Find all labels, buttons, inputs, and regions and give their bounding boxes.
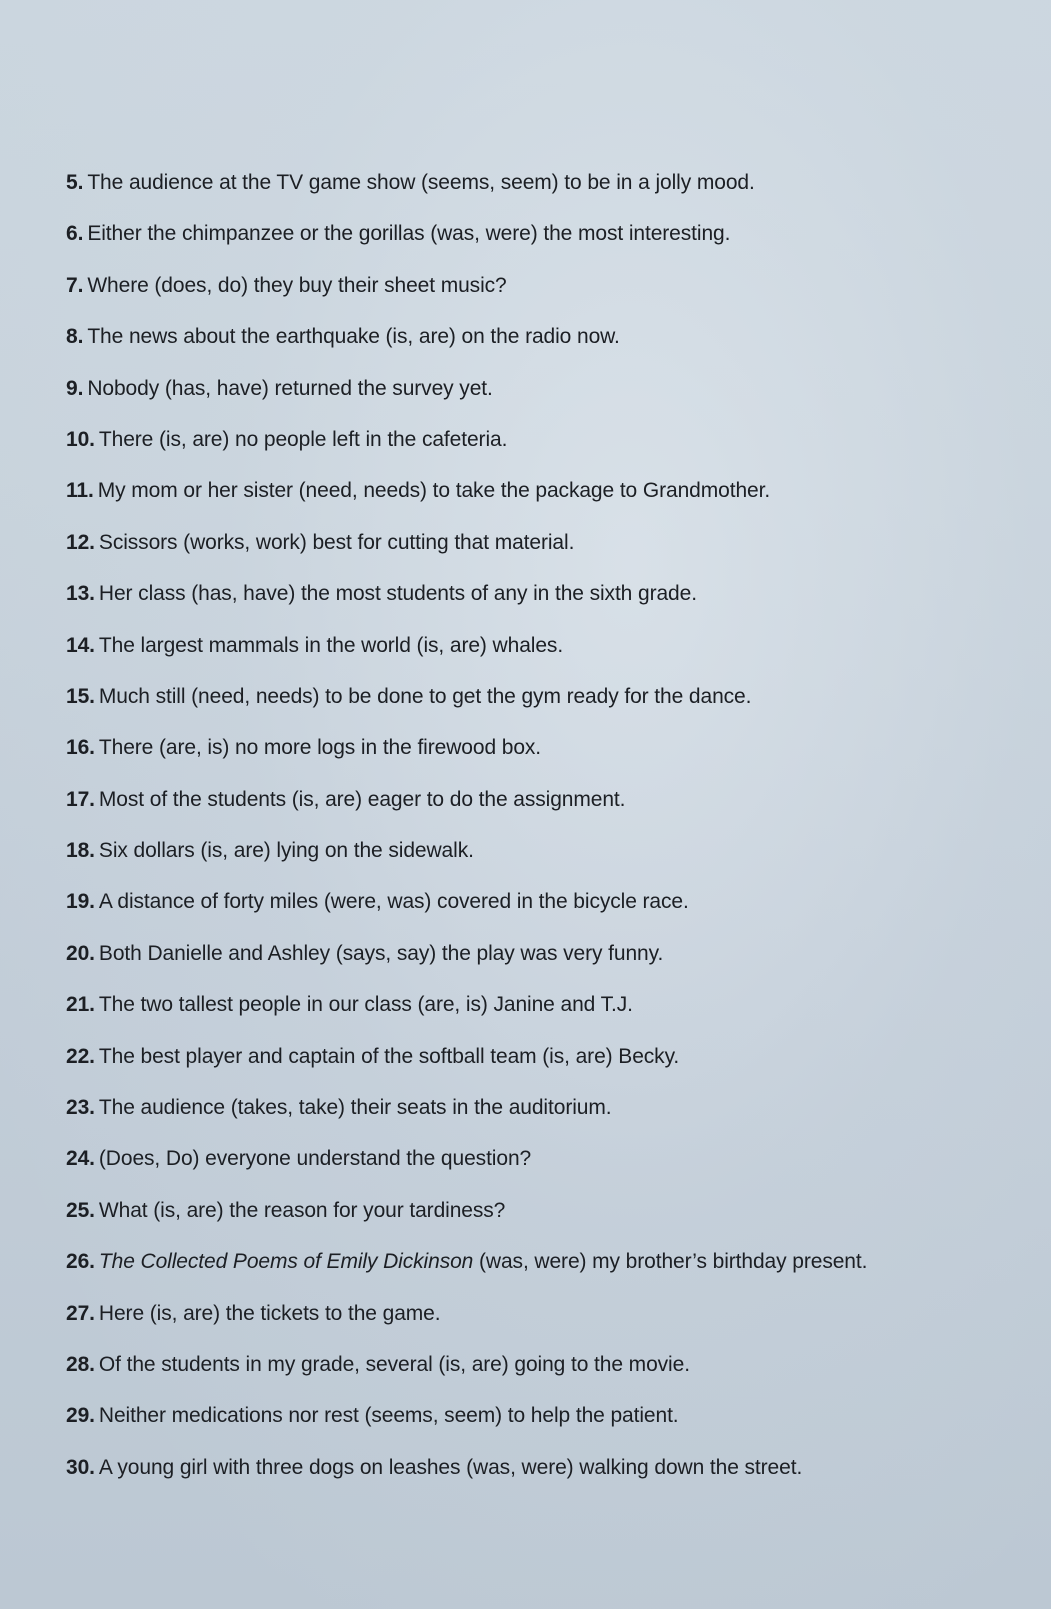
item-sentence: (was, were) my brother’s birthday present.	[473, 1250, 868, 1274]
item-number: 7.	[66, 273, 84, 297]
exercise-item-26	[66, 1247, 1026, 1298]
item-sentence: A distance of forty miles (were, was) covered in the bicycle race.	[98, 890, 689, 914]
item-number: 9.	[66, 376, 84, 400]
exercise-item-22	[66, 1042, 1026, 1093]
item-sentence: Most of the students (is, are) eager to do the assignment.	[98, 787, 626, 811]
item-sentence: Scissors (works, work) best for cutting that material.	[98, 530, 575, 554]
item-number: 25.	[66, 1198, 95, 1222]
item-sentence: The audience (takes, take) their seats in the auditorium.	[98, 1096, 612, 1120]
item-number: 19.	[66, 890, 95, 914]
exercise-item-14	[66, 631, 1026, 682]
item-sentence: Either the chimpanzee or the gorillas (was, were) the most interesting.	[87, 222, 731, 246]
item-sentence: The best player and captain of the softball team (is, are) Becky.	[98, 1044, 680, 1068]
exercise-item-6	[66, 219, 1026, 270]
exercise-item-19	[66, 887, 1026, 938]
exercise-item-25	[66, 1196, 1026, 1247]
exercise-list	[66, 168, 1026, 1504]
exercise-item-28	[66, 1350, 1026, 1401]
item-number: 28.	[66, 1352, 95, 1376]
item-book-title: The Collected Poems of Emily Dickinson	[98, 1250, 474, 1274]
item-sentence: The audience at the TV game show (seems, seem) to be in a jolly mood.	[87, 171, 755, 194]
item-number: 21.	[66, 993, 95, 1017]
exercise-item-23	[66, 1093, 1026, 1144]
item-sentence: (Does, Do) everyone understand the question?	[98, 1147, 532, 1171]
exercise-item-12	[66, 528, 1026, 579]
item-sentence: What (is, are) the reason for your tardiness?	[98, 1198, 506, 1222]
item-sentence: Of the students in my grade, several (is, are) going to the movie.	[98, 1352, 690, 1376]
item-number: 22.	[66, 1044, 95, 1068]
exercise-item-20	[66, 939, 1026, 990]
item-number: 17.	[66, 787, 95, 811]
item-sentence: Her class (has, have) the most students of any in the sixth grade.	[98, 582, 697, 606]
item-sentence: Where (does, do) they buy their sheet music?	[87, 273, 507, 297]
item-number: 16.	[66, 736, 95, 760]
item-sentence: The two tallest people in our class (are, is) Janine and T.J.	[98, 993, 633, 1017]
exercise-item-11	[66, 476, 1026, 527]
exercise-item-17	[66, 785, 1026, 836]
item-sentence: A young girl with three dogs on leashes (was, were) walking down the street.	[98, 1455, 803, 1479]
item-number: 20.	[66, 941, 95, 965]
exercise-item-10	[66, 425, 1026, 476]
exercise-item-8	[66, 322, 1026, 373]
item-number: 10.	[66, 427, 95, 451]
exercise-item-27	[66, 1299, 1026, 1350]
item-number: 30.	[66, 1455, 95, 1479]
item-sentence: There (is, are) no people left in the cafeteria.	[98, 427, 508, 451]
item-number: 18.	[66, 839, 95, 863]
item-number: 13.	[66, 582, 95, 606]
exercise-item-9	[66, 374, 1026, 425]
item-number: 15.	[66, 684, 95, 708]
item-sentence: Both Danielle and Ashley (says, say) the play was very funny.	[98, 941, 664, 965]
item-number: 12.	[66, 530, 95, 554]
item-sentence: Much still (need, needs) to be done to get the gym ready for the dance.	[98, 684, 752, 708]
item-number: 26.	[66, 1250, 95, 1274]
item-number: 14.	[66, 633, 95, 657]
item-sentence: The largest mammals in the world (is, are) whales.	[98, 633, 564, 657]
exercise-item-13	[66, 579, 1026, 630]
exercise-item-5	[66, 168, 1026, 219]
item-sentence: The news about the earthquake (is, are) on the radio now.	[87, 325, 620, 349]
item-sentence: My mom or her sister (need, needs) to take the package to Grandmother.	[97, 479, 771, 503]
item-number: 29.	[66, 1404, 95, 1428]
exercise-item-30	[66, 1453, 1026, 1504]
exercise-item-15	[66, 682, 1026, 733]
exercise-item-18	[66, 836, 1026, 887]
item-number: 5.	[66, 171, 84, 194]
item-sentence: Nobody (has, have) returned the survey yet.	[87, 376, 493, 400]
item-sentence: There (are, is) no more logs in the firewood box.	[98, 736, 542, 760]
item-number: 8.	[66, 325, 84, 349]
item-number: 6.	[66, 222, 84, 246]
item-number: 27.	[66, 1301, 95, 1325]
item-sentence: Here (is, are) the tickets to the game.	[98, 1301, 441, 1325]
item-number: 24.	[66, 1147, 95, 1171]
item-number: 23.	[66, 1096, 95, 1120]
exercise-item-7	[66, 271, 1026, 322]
item-number: 11.	[66, 479, 94, 503]
item-sentence: Six dollars (is, are) lying on the sidewalk.	[98, 839, 474, 863]
item-sentence: Neither medications nor rest (seems, seem) to help the patient.	[98, 1404, 679, 1428]
exercise-item-24	[66, 1144, 1026, 1195]
exercise-item-21	[66, 990, 1026, 1041]
exercise-item-29	[66, 1401, 1026, 1452]
exercise-item-16	[66, 733, 1026, 784]
